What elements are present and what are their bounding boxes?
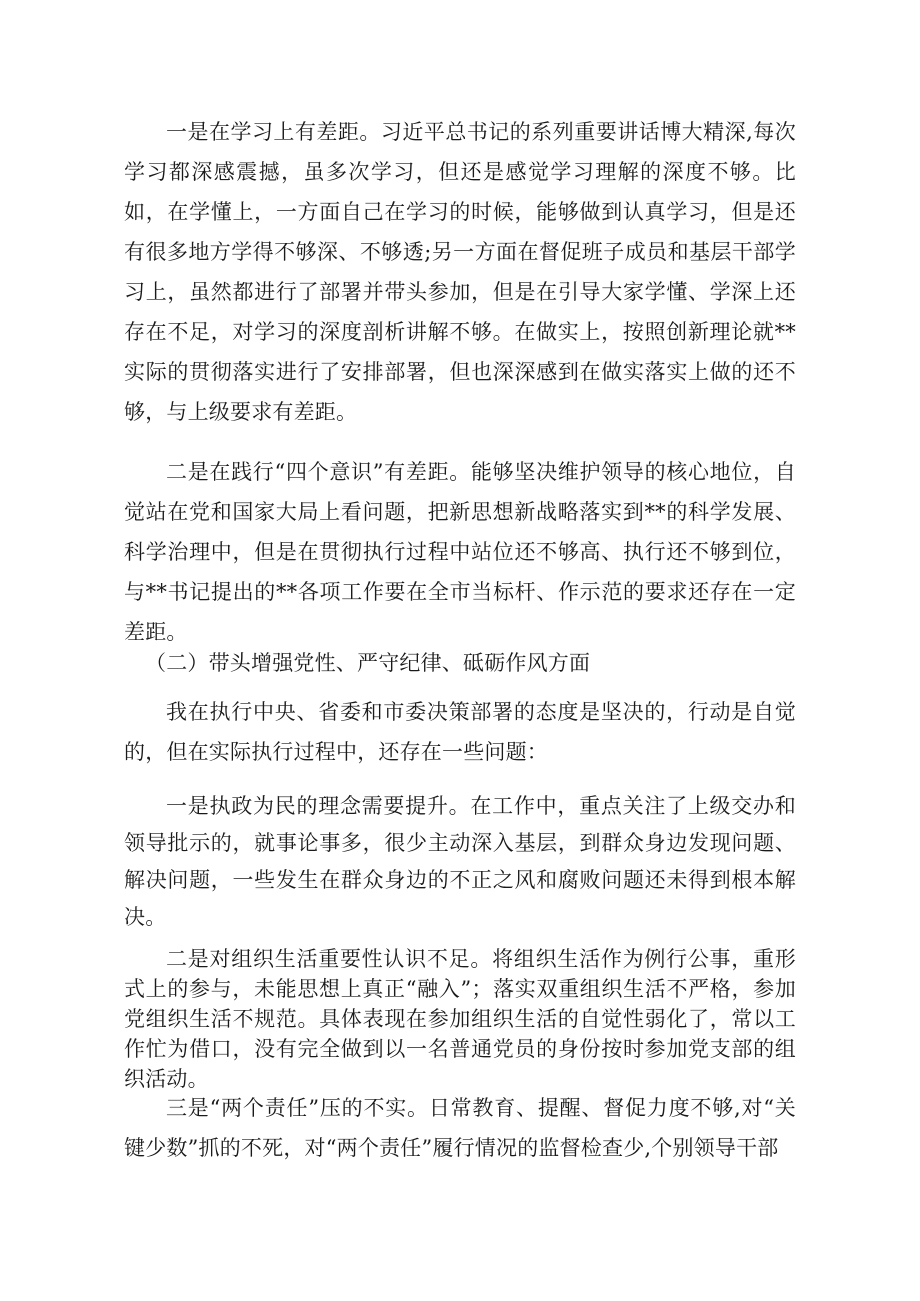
paragraph-two-responsibilities: 三是“两个责任”压的不实。日常教育、提醒、督促力度不够,对“关键少数”抓的不死，对“两个责任”履行情况的监督检查少,个别领导干部 bbox=[124, 1096, 796, 1160]
paragraph-four-consciousness: 二是在践行“四个意识”有差距。能够坚决维护领导的核心地位，自觉站在党和国家大局上看问题，把新思想新战略落实到**的科学发展、科学治理中，但是在贯彻执行过程中站位还不够高、执行还不够到位，与**书记提出的**各项工作要在全市当标杆、作示范的要求还存在一定差距。 bbox=[124, 460, 796, 644]
paragraph-people-oriented: 一是执政为民的理念需要提升。在工作中，重点关注了上级交办和领导批示的，就事论事多，很少主动深入基层，到群众身边发现问题、解决问题，一些发生在群众身边的不正之风和腐败问题还未得到根本解决。 bbox=[124, 794, 796, 929]
section-heading: （二）带头增强党性、严守纪律、砥砺作风方面 bbox=[145, 651, 591, 675]
paragraph-study-gap: 一是在学习上有差距。习近平总书记的系列重要讲话博大精深,每次学习都深感震撼，虽多次学习，但还是感觉学习理解的深度不够。比如，在学懂上，一方面自己在学习的时候，能够做到认真学习，但是还有很多地方学得不够深、不够透;另一方面在督促班子成员和基层干部学习上，虽然都进行了部署并带头参加，但是在引导大家学懂、学深上还存在不足，对学习的深度剖析讲解不够。在做实上，按照创新理论就**实际的贯彻落实进行了安排部署，但也深深感到在做实落实上做的还不够，与上级要求有差距。 bbox=[124, 120, 796, 424]
paragraph-organization-life: 二是对组织生活重要性认识不足。将组织生活作为例行公事，重形式上的参与，未能思想上真正“融入”；落实双重组织生活不严格，参加党组织生活不规范。具体表现在参加组织生活的自觉性弱化了，常以工作忙为借口，没有完全做到以一名普通党员的身份按时参加党支部的组织活动。 bbox=[124, 947, 796, 1091]
paragraph-intro: 我在执行中央、省委和市委决策部署的态度是坚决的，行动是自觉的，但在实际执行过程中，还存在一些问题： bbox=[124, 700, 796, 764]
